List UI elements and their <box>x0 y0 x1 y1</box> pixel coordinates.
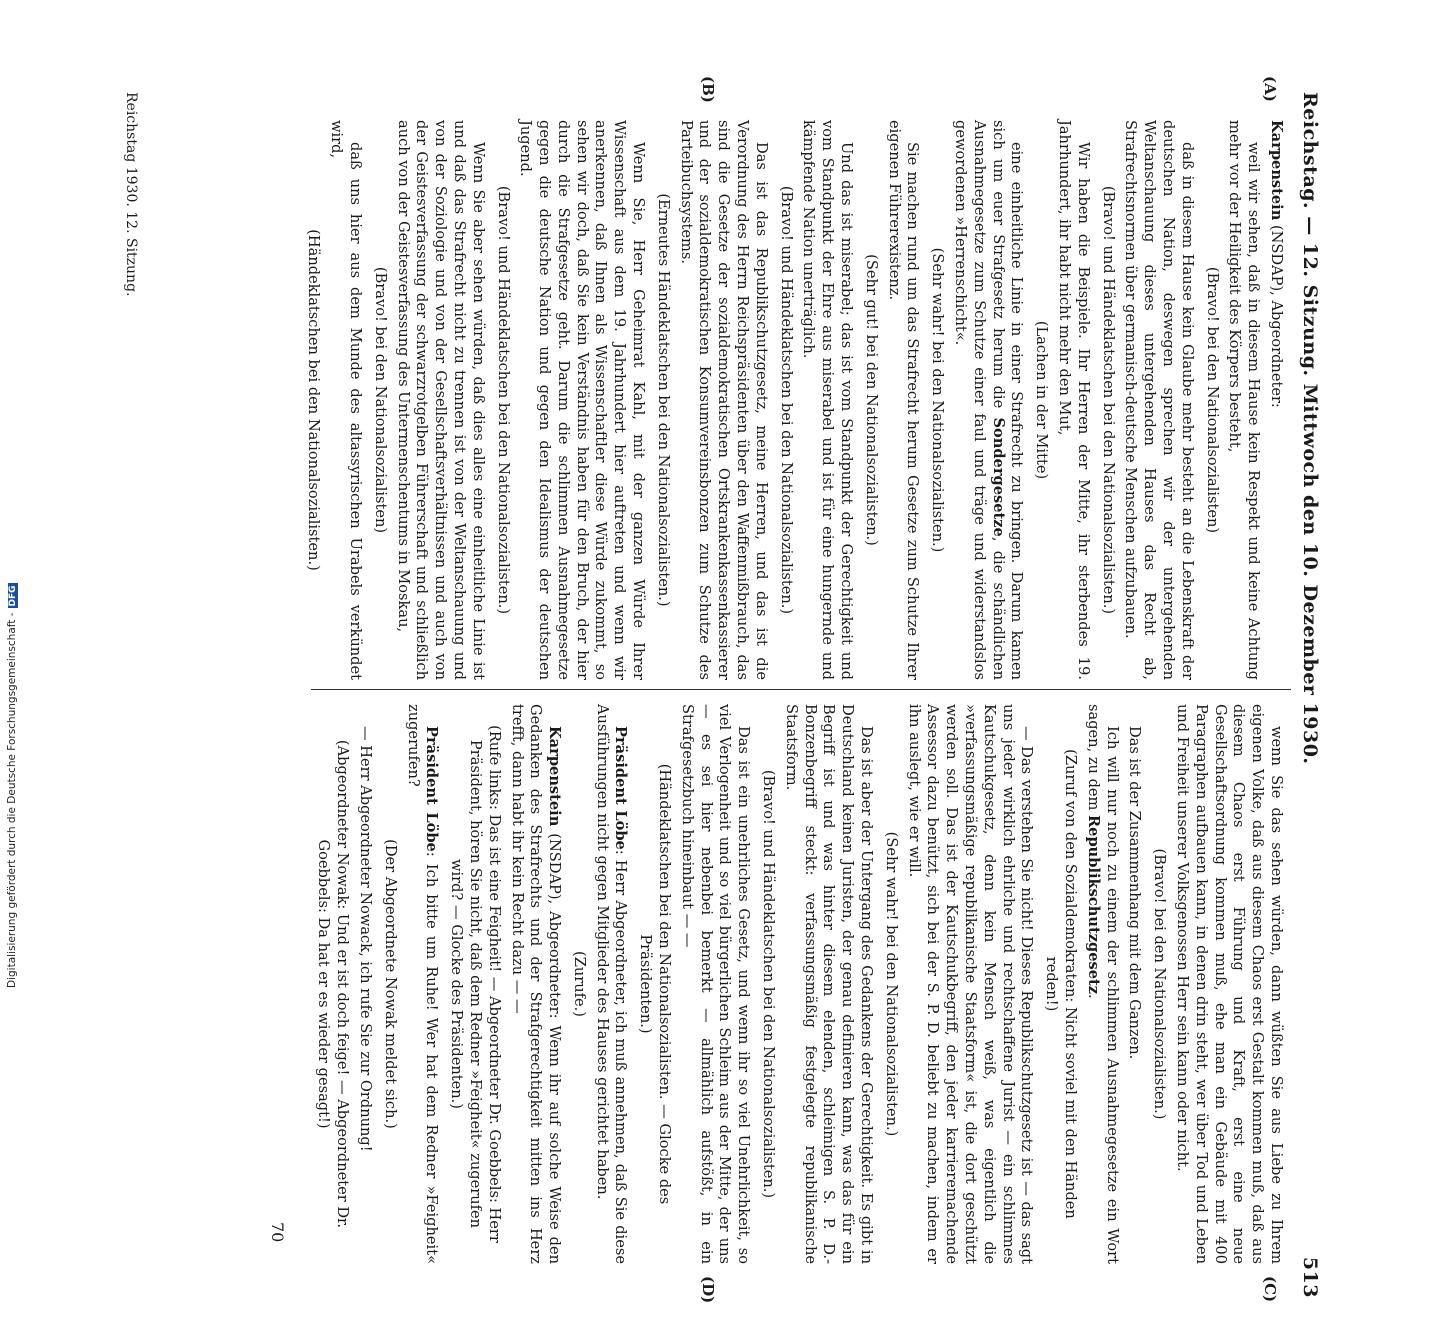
reaction: (Rufe links: Das ist eine Feigheit! — Abgeordneter Dr. Goebbels: Herr Präsident, hören Sie nicht, daß dem Redner »Feigheit« zugerufen wird? — Glocke des Präsidenten.) <box>448 725 503 1243</box>
paragraph: wenn Sie das sehen würden, dann wüßten Sie aus Liebe zu Ihrem eigenen Volke, daß aus diesem Chaos erst Gestalt kommen muß, daß aus diesem Chaos erst Führung und Kraft, erst eine neue Gesellschaftsordnung kommen muß, ehe man ein Gebäude mit 400 Paragraphen aufbauen kann, in denen drin steht, wer über Tod und Leben und Freiheit unserer Volksgenossen Herr sein kann oder nicht. <box>1174 704 1285 1264</box>
speaker-party: (NSDAP), Abgeordneter: <box>1268 220 1285 408</box>
paragraph: — Das verstehen Sie nicht! Dieses Republikschutzgesetz ist — das sagt uns jeder wirklich ehrliche und rechtschaffene Jurist — ein schlimmes Kautschukgesetz, denn kein Mensch weiß, was eigentlich die »verfassungsmäßige republikanische Staatsform« ist, die dort geschützt werden soll. Das ist der Kautschukbegriff, den jeder karrieremachende Assessor dazu benützt, sich bei der S. P. D. beliebt zu machen, indem er ihn auslegt, wie er will. <box>905 704 1036 1264</box>
reaction: (Zurufe.) <box>570 951 588 1017</box>
emphasis: Republikschutzgesetz <box>1084 815 1102 995</box>
page-header <box>1293 92 1327 1320</box>
margin-mark-b: (B) <box>699 76 717 103</box>
margin-mark-c: (C) <box>1261 1276 1279 1303</box>
margin-mark-a: (A) <box>1261 76 1279 102</box>
reaction: (Bravo! bei den Nationalsozialisten) <box>1203 266 1221 534</box>
text-span: Ich will nur noch zu einem der schlimmen Ausnahmegesetze ein Wort sagen, zu dem <box>1084 704 1121 1264</box>
reaction: (Abgeordneter Nowak: Und er ist doch feige! — Abgeordneter Dr. Goebbels: Da hat er es wieder gesagt!) <box>315 739 352 1229</box>
text-span: (NSDAP), Abgeordneter: Wenn ihr auf solche Weise den Gedanken des Strafrechts und der Strafgerechtigkeit mitten ins Herz trefft, dann habt ihr kein Recht dazu — — <box>508 704 564 1264</box>
paragraph: Das ist aber der Untergang des Gedankens der Gerechtigkeit. Es gibt in Deutschland keinen Juristen, der genau definieren kann, was das für ein Begriff ist und was hinter diesem elenden, schleimigen S. P. D.-Bonzenbegriff steckt: verfassungsmäßig festgelegte republikanische Staatsform. <box>782 704 876 1264</box>
footer-page-number: 70 <box>268 1222 287 1243</box>
reaction: (Sehr gut! bei den Nationalsozialisten.) <box>862 254 880 546</box>
reaction: (Händeklatschen bei den Nationalsozialisten. — Glocke des Präsidenten.) <box>637 763 674 1205</box>
footer-session-label: Reichstag 1930. 12. Sitzung. <box>123 92 139 297</box>
paragraph: daß in diesem Hause kein Glaube mehr besteht an die Lebenskraft der deutschen Nation, deswegen sprechen wir der untergehenden Weltanschauung dieses untergehenden Hauses das Recht ab, Strafrechtsnormen über germanisch-deutsche Menschen aufzubauen. <box>1122 120 1196 680</box>
paragraph <box>592 704 630 1264</box>
header-title: Reichstag. — 12. Sitzung. Mittwoch den 10. Dezember 1930. <box>1299 92 1321 765</box>
text-span: : Ich bitte um Ruhe! Wer hat dem Redner »Feigheit« zugerufen? <box>404 704 441 1264</box>
text-span: : Herr Abgeordneter, ich muß annehmen, daß Sie diese Ausführungen nicht gegen Mitglieder des Hauses gerichtet haben. <box>593 704 630 1264</box>
digitization-text: Digitalisierung gefördert durch die Deutsche Forschungsgemeinschaft - <box>6 612 18 988</box>
reaction: (Bravo! und Händeklatschen bei den Nationalsozialisten.) <box>777 185 795 615</box>
speaker-name: Karpenstein <box>1268 120 1285 221</box>
margin-mark-d: (D) <box>699 1276 717 1304</box>
header-page-number: 513 <box>1299 1256 1321 1298</box>
reaction: (Der Abgeordnete Nowak meldet sich.) <box>381 839 399 1129</box>
document-page <box>97 76 1327 1320</box>
paragraph <box>950 120 1025 680</box>
paragraph: Sie machen rund um das Strafrecht herum Gesetze zum Schutze Ihrer eigenen Führerexistenz. <box>885 120 922 680</box>
reaction: (Händeklatschen bei den Nationalsozialisten.) <box>305 229 323 571</box>
reaction: (Zuruf von den Sozialdemokraten: Nicht soviel mit den Händen reden!) <box>1043 749 1080 1219</box>
speaker-name: Karpenstein <box>546 726 564 827</box>
paragraph: daß uns hier aus dem Munde des altassyrischen Urabels verkündet wird, <box>328 120 364 680</box>
paragraph: Wenn Sie, Herr Geheimrat Kahl, mit der ganzen Würde Ihrer Wissenschaft aus dem 19. Jahrhundert hier auftreten und wenn wir anerkennen, daß Ihnen als Wissenschaftler diese Würde zukommt, so sehen wir doch, daß Sie kein Verständnis haben für den Bruch, der hier durch die Strafgesetze geht. Darum die schlimmen Ausnahmegesetze gegen die deutsche Nation und gegen den Idealismus der deutschen Jugend. <box>517 120 648 680</box>
reaction: (Bravo! bei den Nationalsozialisten.) <box>1151 848 1169 1120</box>
reaction: (Sehr wahr! bei den Nationalsozialisten.) <box>929 247 947 553</box>
emphasis: Sondergesetze <box>989 417 1007 537</box>
text-span: eine einheitliche Linie in einer Strafrecht zu bringen. Darum kamen sich um euer Strafgesetz herum die <box>989 120 1026 680</box>
reaction: (Bravo! und Händeklatschen bei den Nationalsozialisten.) <box>1099 185 1117 615</box>
paragraph: Das ist das Republikschutzgesetz, meine Herren, und das ist die Verordnung des Herrn Reichspräsidenten über den Waffenmißbrauch, das sind die Gesetze der sozialdemokratischen Ortskrankenkassenkassierer und der sozialdemokratischen Konsumvereinsbonzen zum Schutze des Parteibuchsystems. <box>677 120 770 680</box>
digitization-note <box>6 585 20 988</box>
paragraph: Und das ist miserabel; das ist vom Standpunkt der Gerechtigkeit und vom Standpunkt der Ehre aus miserabel und ist für eine hungernde und kämpfende Nation unerträglich. <box>800 120 856 680</box>
text-span: , die schändlichen Ausnahmegesetze zum Schutze einer faul und träge und widerstandslos gewordenen »Herrenschicht«. <box>952 120 1007 681</box>
reaction: (Bravo! und Händeklatschen bei den Nationalsozialisten.) <box>494 185 512 615</box>
paragraph: weil wir sehen, daß in diesem Hause kein Respekt und keine Achtung mehr vor der Heiligkeit des Körpers besteht, <box>1226 120 1263 680</box>
reaction: (Bravo! und Händeklatschen bei den Nationalsozialisten.) <box>760 769 778 1199</box>
text-span: . <box>1084 994 1102 999</box>
reaction: (Bravo! bei den Nationalsozialisten) <box>371 266 389 534</box>
paragraph: Das ist ein unehrliches Gesetz, und wenn ihr so viel Unehrlichkeit, so viel Verlogenheit und so viel bürgerlichen Schleim aus der Mitte, der uns — es sei hier nebenbei bemerkt — allmählich aufstößt, in ein Strafgesetzbuch hineinbaut — — <box>678 704 753 1264</box>
paragraph: Wenn Sie aber sehen würden, daß dies alles eine einheitliche Linie ist und daß das Strafrecht nicht zu trennen ist von der Weltanschauung und von der Soziologie und von der Gesellschaftsverhältnissen und auch von der Geistesverfassung der schwarzrotgelben Führerschaft und schließlich auch von der Geistesverfassung des Untermenschentums in Moskau, <box>394 120 487 680</box>
speaker-name: Präsident Löbe <box>423 726 441 852</box>
paragraph: Das ist der Zusammenhang mit dem Ganzen. <box>1126 726 1144 1060</box>
rotated-page-content <box>97 76 1327 1320</box>
reaction: (Lachen in der Mitte) <box>1033 320 1051 480</box>
paragraph: Wir haben die Beispiele. Ihr Herren der Mitte, ihr sterbendes 19. Jahrhundert, ihr habt nicht mehr den Mut, <box>1056 120 1092 680</box>
paragraph <box>507 704 563 1264</box>
left-column <box>298 120 1285 680</box>
dfg-logo-icon: DFG <box>8 585 18 607</box>
reaction: (Sehr wahr! bei den Nationalsozialisten.) <box>882 831 900 1137</box>
paragraph <box>1083 704 1121 1264</box>
column-divider <box>311 689 1291 690</box>
right-column <box>308 704 1285 1264</box>
speaker-name: Präsident Löbe <box>612 726 630 850</box>
paragraph <box>403 704 441 1264</box>
reaction: (Erneutes Händeklatschen bei den Nationalsozialisten.) <box>654 193 672 607</box>
paragraph: — Herr Abgeordneter Nowack, ich rufe Sie zur Ordnung! <box>356 726 374 1152</box>
paragraph <box>1266 120 1285 680</box>
